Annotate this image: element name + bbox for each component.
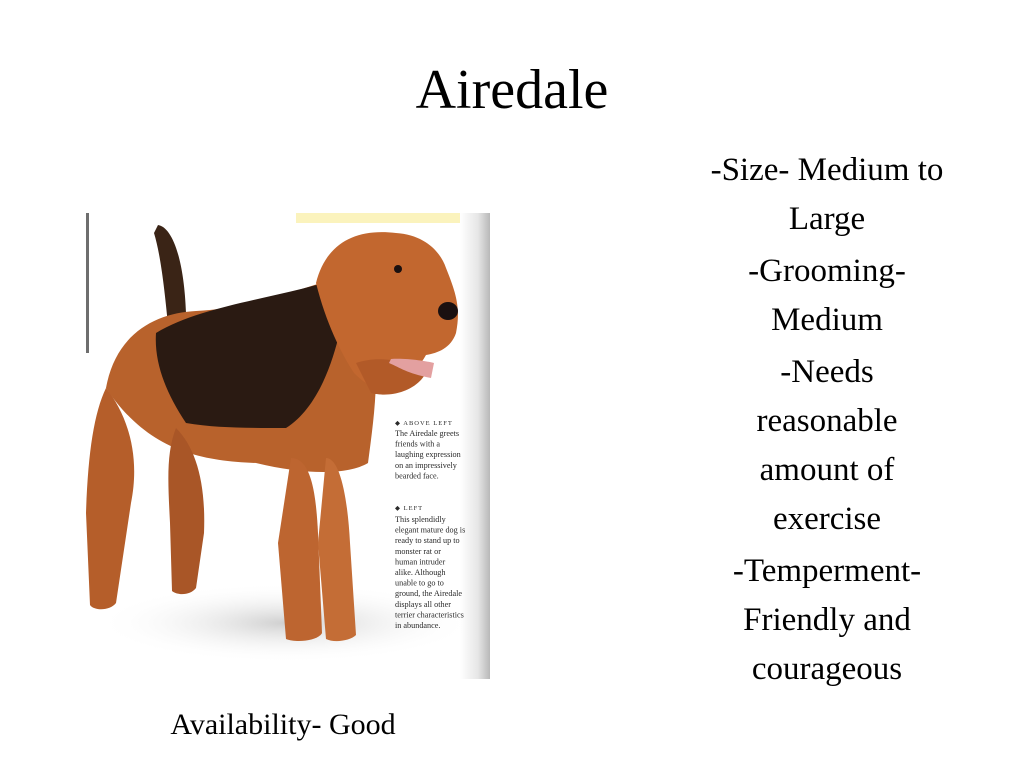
book-text-line: laughing expression xyxy=(395,450,461,460)
book-text-line: on an impressively xyxy=(395,460,457,470)
bullet-line: Medium xyxy=(771,302,883,338)
book-text-line: This splendidly xyxy=(395,515,446,524)
bullet-line: reasonable xyxy=(756,403,898,439)
bullet-line: Large xyxy=(788,201,866,237)
book-text-line: in abundance. xyxy=(395,621,441,630)
book-text-line: friends with a xyxy=(395,439,441,449)
bullet-line: -Grooming- xyxy=(748,253,906,289)
book-text-line: ready to stand up to xyxy=(395,536,460,546)
bullet-item xyxy=(662,348,992,544)
airedale-photo xyxy=(86,213,490,679)
book-text-line: unable to go to xyxy=(395,578,444,588)
bullet-list xyxy=(662,146,992,697)
book-text-line: alike. Although xyxy=(395,568,446,577)
book-text-line: elegant mature dog is xyxy=(395,525,466,535)
book-text-line: ground, the Airedale xyxy=(395,589,463,599)
bullet-item xyxy=(662,146,992,244)
book-text-line: displays all other xyxy=(395,599,451,609)
bullet-line: amount of xyxy=(759,452,895,488)
slide-title: Airedale xyxy=(415,59,609,121)
book-text-line: The Airedale greets xyxy=(395,429,460,438)
bullet-line: exercise xyxy=(772,501,882,537)
airedale-photo-illustration xyxy=(86,213,490,679)
availability-caption: Availability- Good xyxy=(170,708,396,741)
bullet-line: -Size- Medium to xyxy=(710,152,944,188)
bullet-line: Friendly and xyxy=(743,602,911,638)
book-text-line: terrier characteristics xyxy=(395,610,464,620)
book-heading-left: ◆ LEFT xyxy=(395,505,424,512)
book-text-line: monster rat or xyxy=(395,546,441,556)
bullet-item xyxy=(662,247,992,345)
book-text-line: bearded face. xyxy=(395,471,439,481)
bullet-line: courageous xyxy=(751,651,903,687)
bullet-item xyxy=(662,547,992,694)
bullet-line: -Needs xyxy=(780,354,874,390)
bullet-line: -Temperment- xyxy=(732,553,922,589)
book-heading-above-left: ◆ ABOVE LEFT xyxy=(395,420,453,427)
book-text-line: human intruder xyxy=(395,557,446,567)
